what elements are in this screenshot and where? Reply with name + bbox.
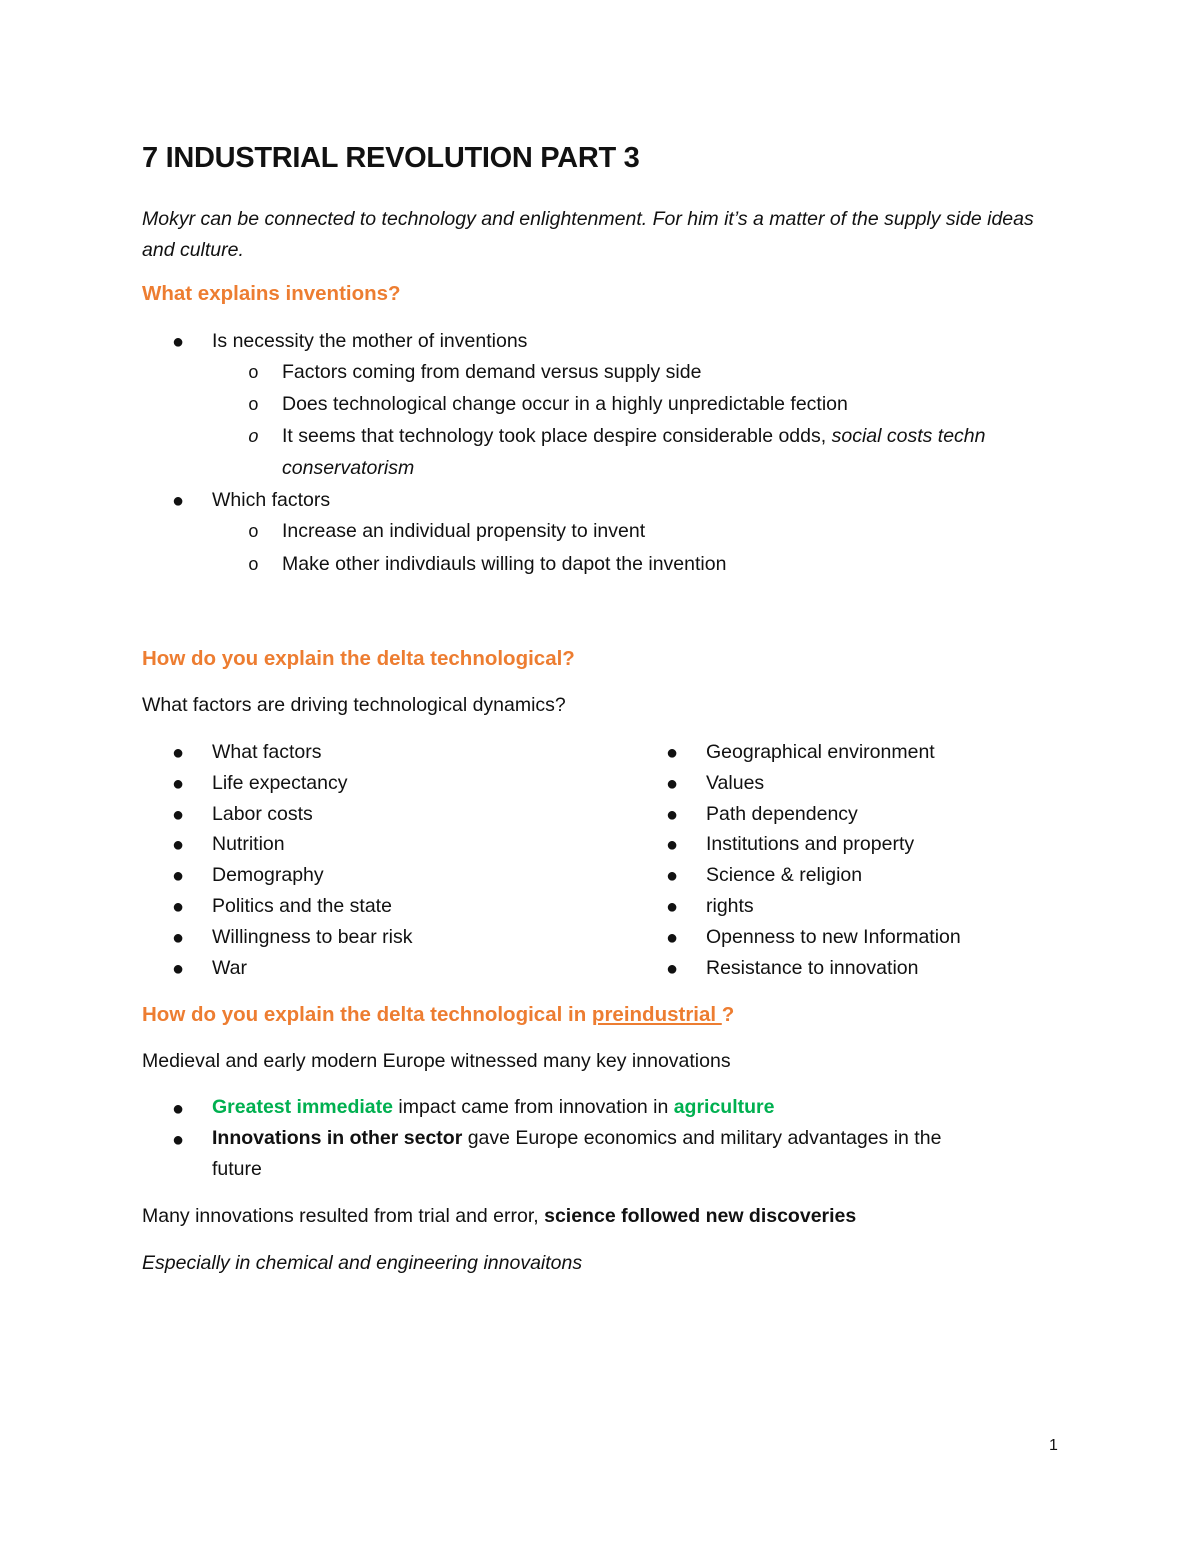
- sub-list-item: Does technological change occur in a highly unpredictable fection: [282, 393, 848, 415]
- bullet-icon: ●: [666, 958, 679, 980]
- page-title: 7 INDUSTRIAL REVOLUTION PART 3: [142, 142, 640, 174]
- sub-list-item: Increase an individual propensity to invent: [282, 520, 646, 542]
- highlight-green: Greatest immediate: [212, 1096, 393, 1118]
- section-heading-inventions: What explains inventions?: [142, 282, 401, 305]
- item-bold: Innovations in other sector: [212, 1127, 463, 1149]
- list-item: [212, 1096, 774, 1119]
- bullet-icon: ●: [666, 896, 679, 918]
- sub-item-text: It seems that technology took place despire considerable odds,: [282, 425, 832, 447]
- bullet-icon: ●: [172, 1129, 185, 1151]
- paragraph-text: Many innovations resulted from trial and error,: [142, 1205, 545, 1227]
- list-item: Science & religion: [706, 864, 863, 886]
- intro-paragraph: Mokyr can be connected to technology and enlightenment. For him it’s a matter of the supply side ideas and culture.: [142, 208, 1034, 261]
- highlight-green: agriculture: [673, 1096, 775, 1118]
- list-item: Is necessity the mother of inventions: [212, 330, 528, 352]
- list-item: Path dependency: [706, 803, 858, 825]
- sub-item-italic: social costs techn: [831, 425, 986, 447]
- heading-text: ?: [721, 1003, 735, 1026]
- bullet-icon: ●: [666, 927, 679, 949]
- list-item: War: [212, 957, 248, 979]
- list-item: What factors: [212, 741, 322, 763]
- bullet-icon: ●: [172, 773, 185, 795]
- bullet-icon: ●: [172, 804, 185, 826]
- bullet-icon: ●: [666, 742, 679, 764]
- list-item: Labor costs: [212, 803, 313, 825]
- bullet-icon: ●: [172, 896, 185, 918]
- item-text: gave Europe economics and military advantages in the: [462, 1127, 942, 1149]
- list-item: Nutrition: [212, 833, 285, 855]
- sub-list-item-continuation: conservatorism: [282, 457, 415, 479]
- bullet-icon: ●: [172, 1098, 185, 1120]
- sub-list-item: [282, 425, 986, 448]
- list-item: Willingness to bear risk: [212, 926, 413, 948]
- list-item-continuation: future: [212, 1158, 262, 1180]
- list-item: Which factors: [212, 489, 331, 511]
- bullet-icon: ●: [666, 804, 679, 826]
- sub-bullet-icon: o: [248, 364, 259, 384]
- bullet-icon: ●: [172, 490, 185, 512]
- sub-list-item: Make other indivdiauls willing to dapot the invention: [282, 553, 727, 575]
- section-heading-preindustrial: [142, 1003, 734, 1027]
- list-item: Resistance to innovation: [706, 957, 919, 979]
- paragraph-bold: science followed new discoveries: [544, 1205, 857, 1227]
- list-item: Institutions and property: [706, 833, 915, 855]
- list-item: Politics and the state: [212, 895, 392, 917]
- bullet-icon: ●: [172, 834, 185, 856]
- item-text: impact came from innovation in: [393, 1096, 674, 1118]
- bullet-icon: ●: [172, 927, 185, 949]
- bullet-icon: ●: [172, 958, 185, 980]
- heading-text: How do you explain the delta technological in: [142, 1003, 592, 1026]
- bullet-icon: ●: [666, 865, 679, 887]
- bullet-icon: ●: [172, 331, 185, 353]
- paragraph-italic: Especially in chemical and engineering innovaitons: [142, 1252, 583, 1274]
- section-heading-delta: How do you explain the delta technological?: [142, 647, 575, 670]
- paragraph: [142, 1205, 856, 1228]
- page-number: 1: [1049, 1437, 1058, 1454]
- list-item: rights: [706, 895, 754, 917]
- sub-bullet-icon: o: [248, 428, 259, 448]
- list-item: Geographical environment: [706, 741, 935, 763]
- list-item: [212, 1127, 941, 1150]
- list-item: Openness to new Information: [706, 926, 961, 948]
- list-item: Demography: [212, 864, 324, 886]
- sub-list-item: Factors coming from demand versus supply side: [282, 361, 702, 383]
- sub-bullet-icon: o: [248, 396, 259, 416]
- list-item: Values: [706, 772, 765, 794]
- bullet-icon: ●: [666, 834, 679, 856]
- sub-bullet-icon: o: [248, 556, 259, 576]
- heading-underlined: preindustrial: [591, 1003, 722, 1026]
- list-item: Life expectancy: [212, 772, 348, 794]
- bullet-icon: ●: [172, 742, 185, 764]
- bullet-icon: ●: [666, 773, 679, 795]
- bullet-icon: ●: [172, 865, 185, 887]
- section-intro: What factors are driving technological dynamics?: [142, 694, 566, 716]
- sub-bullet-icon: o: [248, 523, 259, 543]
- section-intro: Medieval and early modern Europe witnessed many key innovations: [142, 1050, 731, 1072]
